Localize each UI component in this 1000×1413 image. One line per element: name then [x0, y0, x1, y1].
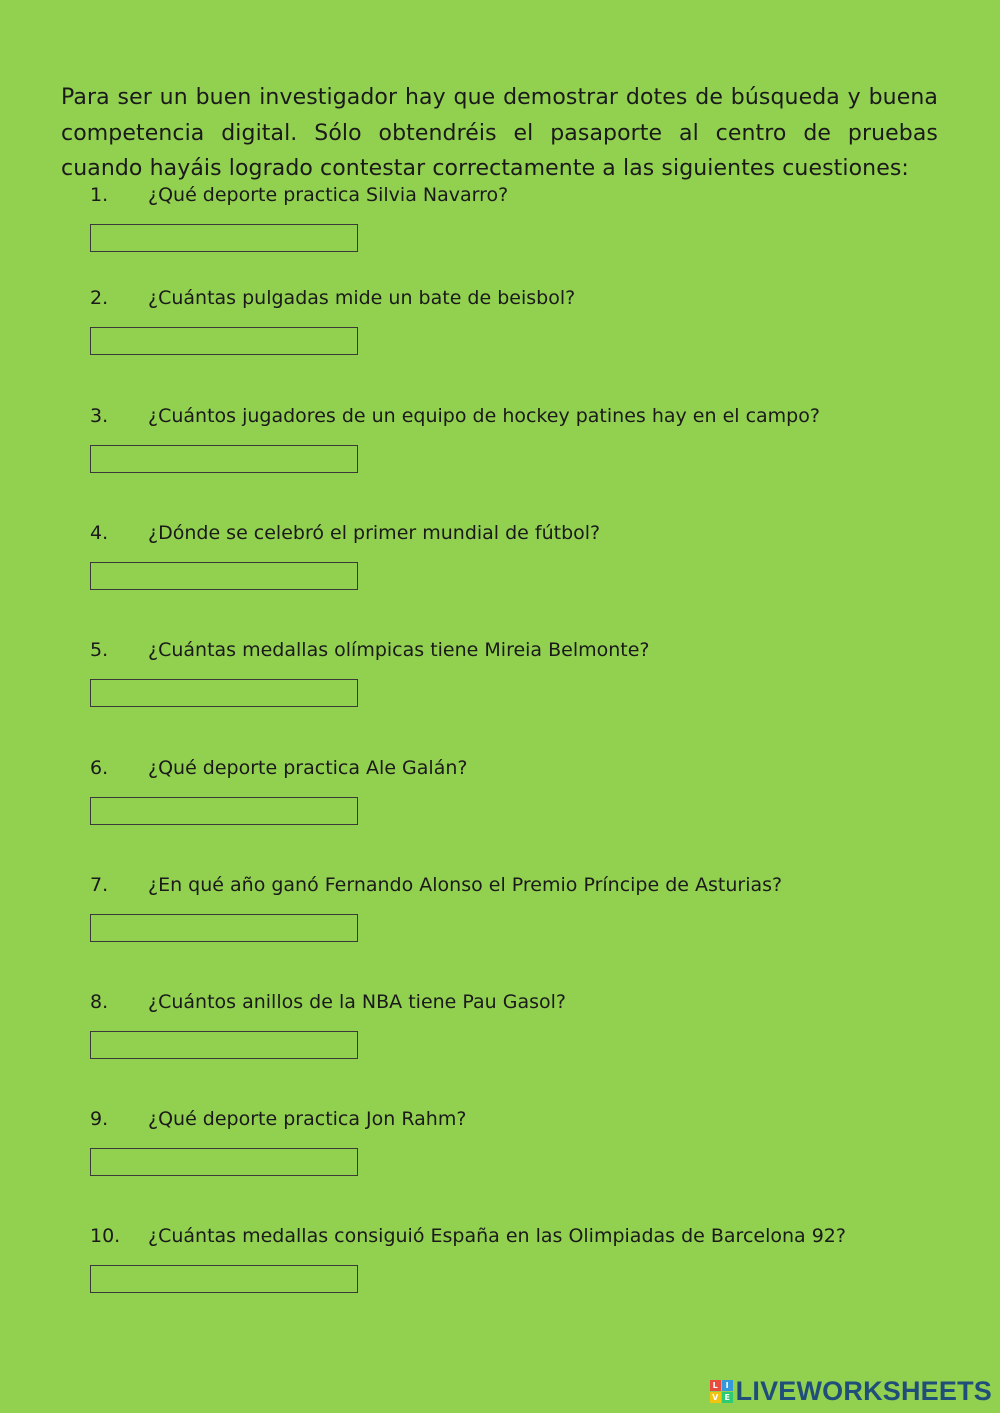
question-text: ¿Qué deporte practica Silvia Navarro?	[148, 184, 509, 206]
question-text: ¿Cuántos jugadores de un equipo de hockey patines hay en el campo?	[148, 405, 820, 427]
question-text: ¿Qué deporte practica Jon Rahm?	[148, 1108, 467, 1130]
answer-input-5[interactable]	[90, 679, 358, 707]
question-number: 10.	[90, 1225, 121, 1247]
question-text: ¿Cuántas pulgadas mide un bate de beisbol?	[148, 287, 576, 309]
answer-input-3[interactable]	[90, 445, 358, 473]
question-number: 1.	[90, 184, 109, 206]
question-number: 2.	[90, 287, 109, 309]
question-number: 4.	[90, 522, 109, 544]
question-number: 7.	[90, 874, 109, 896]
question-1	[90, 183, 508, 207]
question-text: ¿Cuántas medallas olímpicas tiene Mireia Belmonte?	[148, 639, 650, 661]
intro-paragraph: Para ser un buen investigador hay que demostrar dotes de búsqueda y buena competencia digital. Sólo obtendréis el pasaporte al centro de pruebas cuando hayáis logrado contestar correctamente a las siguientes cuestiones:	[61, 85, 938, 181]
liveworksheets-logo	[710, 1376, 992, 1407]
answer-input-1[interactable]	[90, 224, 358, 252]
liveworksheets-logo-icon: L I V E	[710, 1380, 733, 1403]
question-3	[90, 404, 820, 428]
answer-input-8[interactable]	[90, 1031, 358, 1059]
answer-input-9[interactable]	[90, 1148, 358, 1176]
question-text: ¿Cuántos anillos de la NBA tiene Pau Gasol?	[148, 991, 566, 1013]
question-number: 6.	[90, 757, 109, 779]
question-number: 9.	[90, 1108, 109, 1130]
answer-input-10[interactable]	[90, 1265, 358, 1293]
question-7	[90, 873, 782, 897]
answer-input-6[interactable]	[90, 797, 358, 825]
question-text: ¿Cuántas medallas consiguió España en las Olimpiadas de Barcelona 92?	[148, 1225, 846, 1247]
question-number: 3.	[90, 405, 109, 427]
question-number: 5.	[90, 639, 109, 661]
logo-text: LIVEWORKSHEETS	[735, 1376, 992, 1406]
question-10	[90, 1224, 846, 1248]
question-9	[90, 1107, 466, 1131]
question-8	[90, 990, 566, 1014]
question-text: ¿Dónde se celebró el primer mundial de fútbol?	[148, 522, 601, 544]
question-text: ¿Qué deporte practica Ale Galán?	[148, 757, 468, 779]
question-2	[90, 286, 575, 310]
answer-input-7[interactable]	[90, 914, 358, 942]
question-6	[90, 756, 467, 780]
answer-input-4[interactable]	[90, 562, 358, 590]
question-text: ¿En qué año ganó Fernando Alonso el Premio Príncipe de Asturias?	[148, 874, 783, 896]
answer-input-2[interactable]	[90, 327, 358, 355]
question-4	[90, 521, 600, 545]
question-number: 8.	[90, 991, 109, 1013]
question-5	[90, 638, 650, 662]
